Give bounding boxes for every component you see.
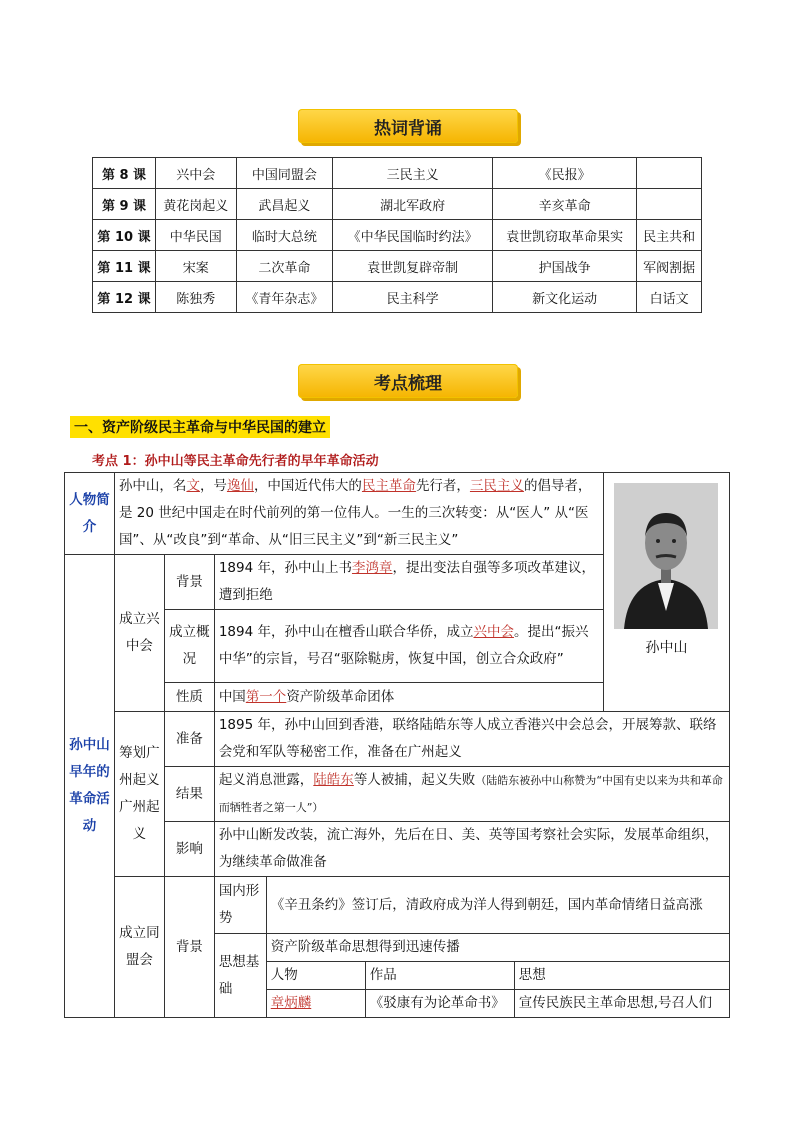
zb-text: 1895 年，孙中山回到香港，联络陆皓东等人成立香港兴中会总会，开展筹款、联络会党和军队等秘密工作，准备在广州起义	[214, 712, 729, 767]
gz-label: 筹划广州起义广州起义	[114, 712, 164, 877]
tmh-label: 成立同盟会	[114, 877, 164, 1018]
section-title: 一、资产阶级民主革命与中华民国的建立	[70, 416, 330, 438]
gk-text: 1894 年，孙中山在檀香山联合华侨，成立兴中会。提出“振兴中华”的宗旨，号召“驱除鞑虏，恢复中国，创立合众政府”	[214, 610, 603, 683]
profile-text: 孙中山，名文，号逸仙，中国近代伟大的民主革命先行者，三民主义的倡导者，是 20 世纪中国走在时代前列的第一位伟人。一生的三次转变：从“医人” 从“医国”、从“改良”到“革命、从“旧三民主义”到“新三民主义”	[114, 473, 603, 555]
col-work: 作品	[365, 962, 514, 990]
works-subtable	[267, 962, 729, 1017]
hotword-term: 陈独秀	[156, 282, 237, 313]
hotword-term	[637, 158, 702, 189]
jg-label: 结果	[164, 767, 214, 822]
content-table	[64, 472, 730, 1018]
thought-cell: 宣传民族民主革命思想,号召人们	[514, 990, 729, 1018]
hotwords-row	[93, 251, 702, 282]
sx-label: 思想基础	[214, 934, 266, 1018]
gn-label: 国内形势	[214, 877, 266, 934]
hotword-term: 白话文	[637, 282, 702, 313]
hotword-term: 军阀割据	[637, 251, 702, 282]
hotword-term: 黄花岗起义	[156, 189, 237, 220]
bg-label: 背景	[164, 555, 214, 610]
hotword-term: 三民主义	[333, 158, 493, 189]
hotword-term: 袁世凯复辟帝制	[333, 251, 493, 282]
hotword-term: 武昌起义	[236, 189, 332, 220]
hotwords-banner: 热词背诵	[298, 109, 518, 143]
hotword-term: 二次革命	[236, 251, 332, 282]
hotword-term: 临时大总统	[236, 220, 332, 251]
yx-label: 影响	[164, 822, 214, 877]
gk-label: 成立概况	[164, 610, 214, 683]
hotword-term: 中国同盟会	[236, 158, 332, 189]
lesson-label: 第 9 课	[93, 189, 156, 220]
lesson-label: 第 8 课	[93, 158, 156, 189]
sx-text: 资产阶级革命思想得到迅速传播	[266, 934, 729, 962]
jg-text: 起义消息泄露，陆皓东等人被捕，起义失败（陆皓东被孙中山称赞为“中国有史以来为共和革命而牺牲者之第一人”）	[214, 767, 729, 822]
hotword-term	[637, 189, 702, 220]
early-label: 孙中山早年的革命活动	[65, 555, 115, 1018]
photo-cell	[603, 473, 729, 712]
lesson-label: 第 11 课	[93, 251, 156, 282]
yx-text: 孙中山断发改装，流亡海外，先后在日、美、英等国考察社会实际，发展革命组织，为继续革命做准备	[214, 822, 729, 877]
photo-caption: 孙中山	[645, 640, 688, 656]
hotwords-row	[93, 220, 702, 251]
person-cell: 章炳麟	[267, 990, 366, 1018]
hotwords-row	[93, 282, 702, 313]
bg-text: 1894 年，孙中山上书李鸿章，提出变法自强等多项改革建议，遭到拒绝	[214, 555, 603, 610]
zb-label: 准备	[164, 712, 214, 767]
hotword-term: 新文化运动	[493, 282, 637, 313]
lesson-label: 第 10 课	[93, 220, 156, 251]
kaodian-title: 考点 1：孙中山等民主革命先行者的早年革命活动	[92, 454, 379, 469]
lesson-label: 第 12 课	[93, 282, 156, 313]
profile-label: 人物简介	[65, 473, 115, 555]
xzh-label: 成立兴中会	[114, 555, 164, 712]
hotword-term: 《中华民国临时约法》	[333, 220, 493, 251]
hotword-term: 兴中会	[156, 158, 237, 189]
hotword-term: 中华民国	[156, 220, 237, 251]
hotwords-row	[93, 158, 702, 189]
hotword-term: 宋案	[156, 251, 237, 282]
works-subtable-cell	[266, 962, 729, 1018]
hotword-term: 湖北军政府	[333, 189, 493, 220]
hotwords-row	[93, 189, 702, 220]
hotwords-table	[92, 157, 702, 313]
xz-text: 中国第一个资产阶级革命团体	[214, 683, 603, 712]
xz-label: 性质	[164, 683, 214, 712]
tmh-bg-label: 背景	[164, 877, 214, 1018]
hotword-term: 辛亥革命	[493, 189, 637, 220]
hotword-term: 民主科学	[333, 282, 493, 313]
hotword-term: 民主共和	[637, 220, 702, 251]
work-cell: 《驳康有为论革命书》	[365, 990, 514, 1018]
hotword-term: 《民报》	[493, 158, 637, 189]
col-person: 人物	[267, 962, 366, 990]
gn-text: 《辛丑条约》签订后，清政府成为洋人得到朝廷，国内革命情绪日益高涨	[266, 877, 729, 934]
col-thought: 思想	[514, 962, 729, 990]
kaodian-banner: 考点梳理	[298, 364, 518, 398]
hotword-term: 护国战争	[493, 251, 637, 282]
hotword-term: 袁世凯窃取革命果实	[493, 220, 637, 251]
sun-yatsen-portrait	[614, 483, 718, 629]
hotword-term: 《青年杂志》	[236, 282, 332, 313]
